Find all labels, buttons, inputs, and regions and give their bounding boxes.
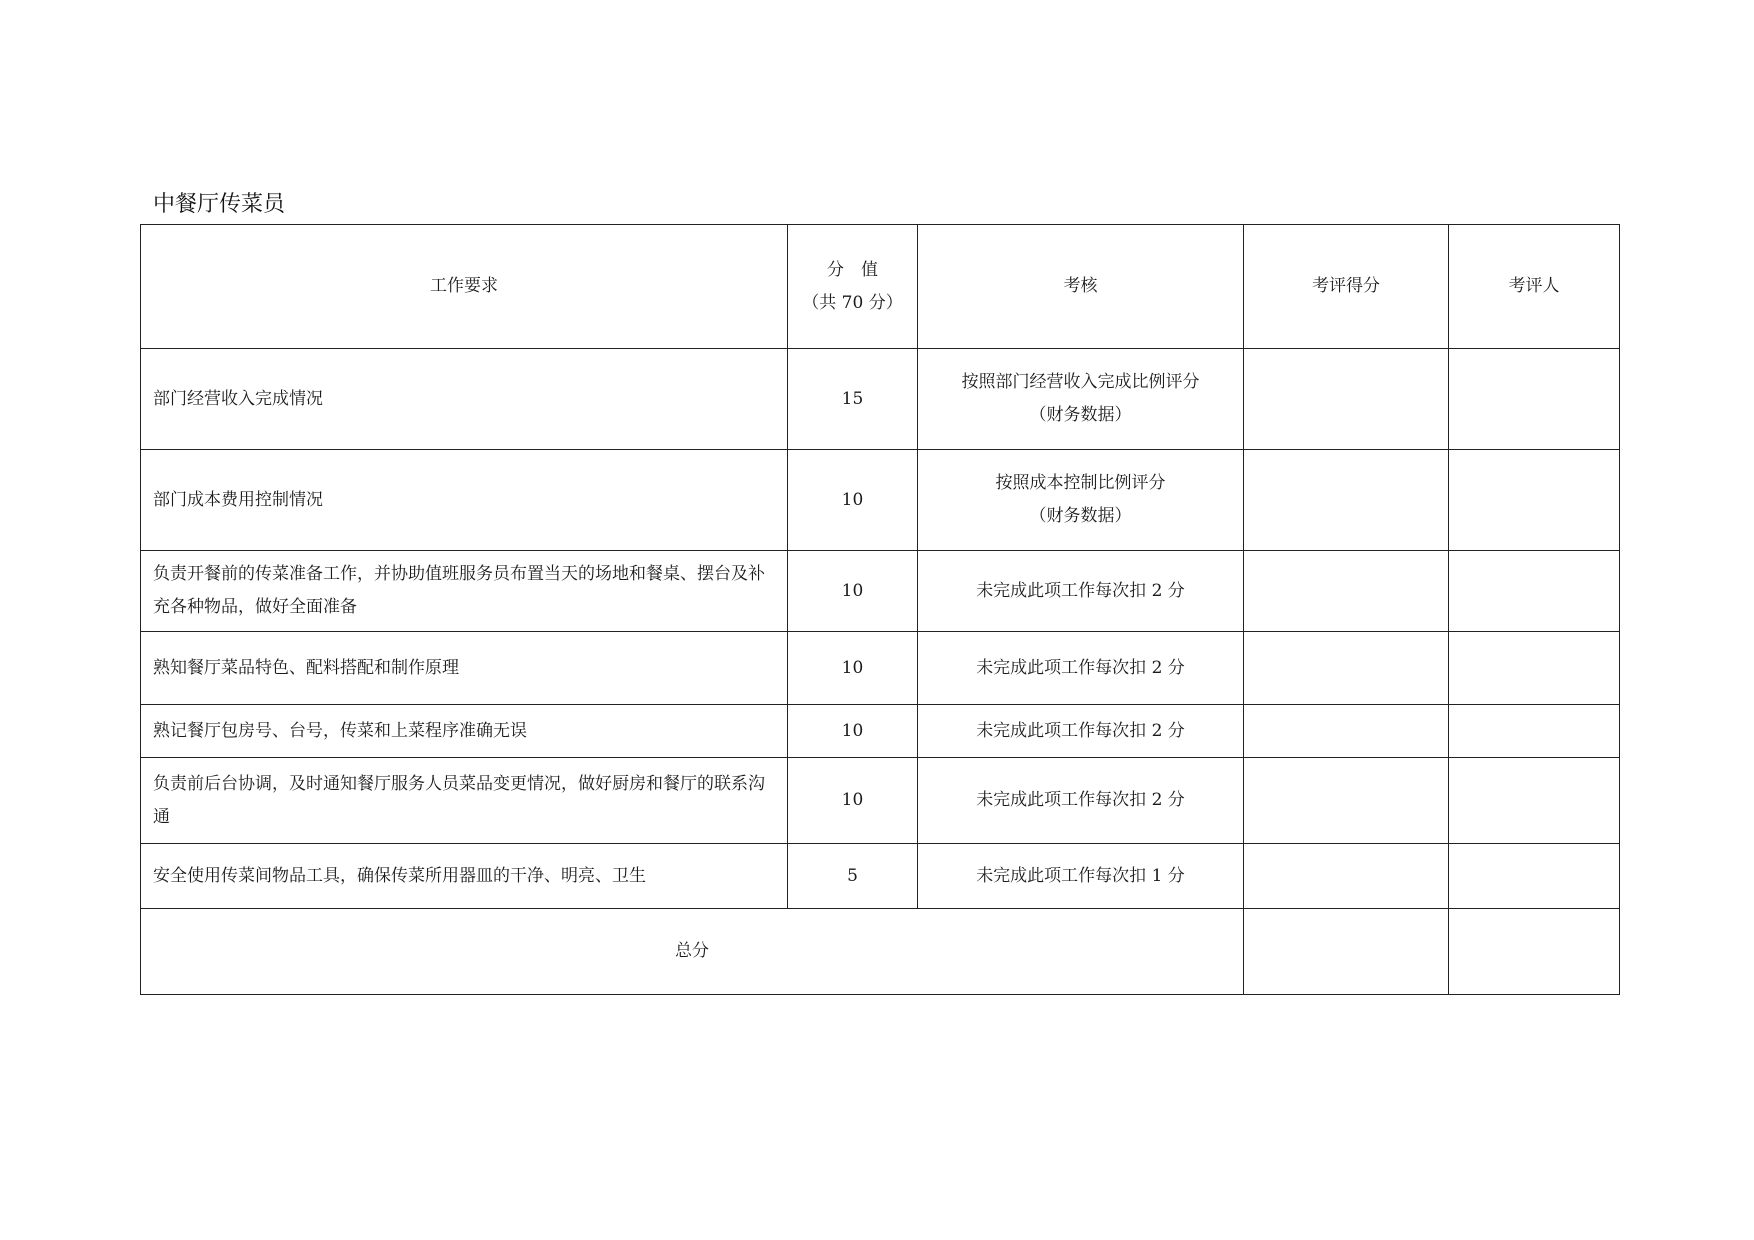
evaluator-cell[interactable] — [1449, 450, 1620, 551]
requirement-cell: 部门经营收入完成情况 — [141, 349, 788, 450]
requirement-cell: 负责开餐前的传菜准备工作，并协助值班服务员布置当天的场地和餐桌、摆台及补充各种物品，做好全面准备 — [141, 551, 788, 632]
assessment-cell — [918, 349, 1244, 450]
score-cell: 10 — [788, 632, 918, 705]
header-row — [141, 225, 1620, 349]
evaluation-score-cell[interactable] — [1244, 349, 1449, 450]
score-cell: 10 — [788, 450, 918, 551]
evaluation-score-cell[interactable] — [1244, 705, 1449, 758]
assessment-cell — [918, 450, 1244, 551]
requirement-cell: 部门成本费用控制情况 — [141, 450, 788, 551]
score-cell: 15 — [788, 349, 918, 450]
table-row — [141, 758, 1620, 844]
table-row — [141, 551, 1620, 632]
evaluator-cell[interactable] — [1449, 705, 1620, 758]
score-cell: 10 — [788, 758, 918, 844]
header-assessment: 考核 — [918, 225, 1244, 349]
evaluation-table — [140, 224, 1620, 995]
evaluation-score-cell[interactable] — [1244, 551, 1449, 632]
total-label: 总分 — [141, 909, 1244, 995]
assessment-cell: 未完成此项工作每次扣 2 分 — [918, 758, 1244, 844]
evaluation-score-cell[interactable] — [1244, 632, 1449, 705]
header-score-line1: 分 值 — [827, 259, 878, 280]
header-score-line2: （共 70 分） — [802, 292, 903, 313]
evaluator-cell[interactable] — [1449, 349, 1620, 450]
header-score — [788, 225, 918, 349]
header-evaluation-score: 考评得分 — [1244, 225, 1449, 349]
total-row — [141, 909, 1620, 995]
header-requirement: 工作要求 — [141, 225, 788, 349]
header-evaluator: 考评人 — [1449, 225, 1620, 349]
table-row — [141, 349, 1620, 450]
table-row — [141, 844, 1620, 909]
assessment-cell: 未完成此项工作每次扣 1 分 — [918, 844, 1244, 909]
evaluator-cell[interactable] — [1449, 632, 1620, 705]
evaluation-score-cell[interactable] — [1244, 844, 1449, 909]
total-score-cell[interactable] — [1244, 909, 1449, 995]
assessment-cell: 未完成此项工作每次扣 2 分 — [918, 632, 1244, 705]
assessment-line1: 按照部门经营收入完成比例评分 — [961, 372, 1200, 392]
table-row — [141, 705, 1620, 758]
assessment-line2: （财务数据） — [1029, 506, 1132, 526]
score-cell: 10 — [788, 705, 918, 758]
requirement-cell: 熟记餐厅包房号、台号，传菜和上菜程序准确无误 — [141, 705, 788, 758]
score-cell: 10 — [788, 551, 918, 632]
evaluator-cell[interactable] — [1449, 551, 1620, 632]
requirement-cell: 安全使用传菜间物品工具，确保传菜所用器皿的干净、明亮、卫生 — [141, 844, 788, 909]
requirement-cell: 负责前后台协调，及时通知餐厅服务人员菜品变更情况，做好厨房和餐厅的联系沟通 — [141, 758, 788, 844]
evaluation-score-cell[interactable] — [1244, 450, 1449, 551]
total-evaluator-cell[interactable] — [1449, 909, 1620, 995]
assessment-line1: 按照成本控制比例评分 — [995, 473, 1166, 493]
table-row — [141, 450, 1620, 551]
evaluator-cell[interactable] — [1449, 844, 1620, 909]
assessment-cell: 未完成此项工作每次扣 2 分 — [918, 551, 1244, 632]
requirement-cell: 熟知餐厅菜品特色、配料搭配和制作原理 — [141, 632, 788, 705]
evaluation-score-cell[interactable] — [1244, 758, 1449, 844]
table-row — [141, 632, 1620, 705]
score-cell: 5 — [788, 844, 918, 909]
document-title: 中餐厅传菜员 — [153, 192, 286, 217]
assessment-line2: （财务数据） — [1029, 405, 1132, 425]
evaluator-cell[interactable] — [1449, 758, 1620, 844]
assessment-cell: 未完成此项工作每次扣 2 分 — [918, 705, 1244, 758]
